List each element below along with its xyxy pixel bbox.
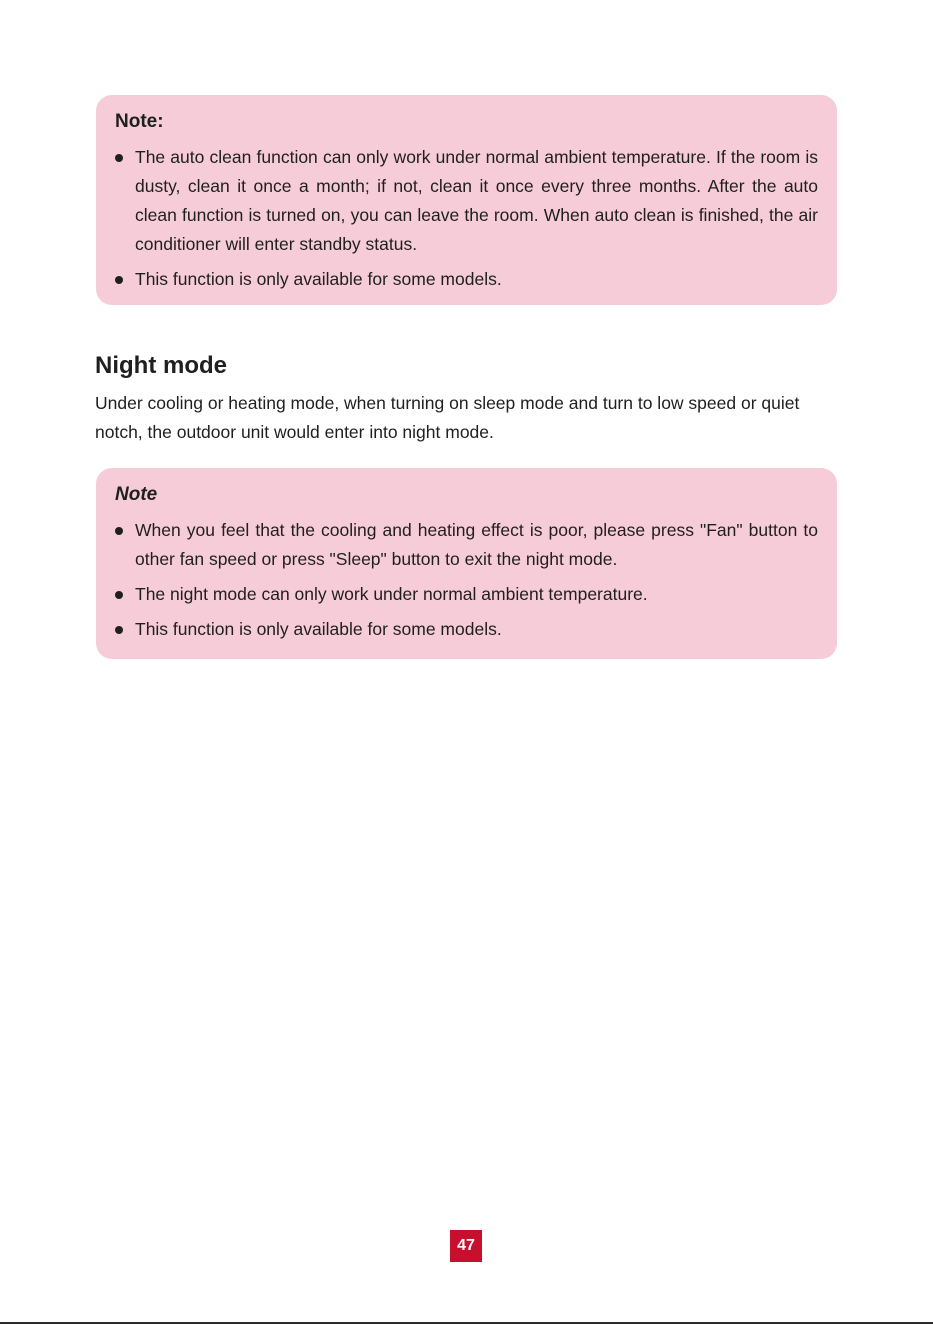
note-list [115, 143, 818, 294]
list-item-text: This function is only available for some models. [135, 269, 502, 289]
list-item-text: The auto clean function can only work under normal ambient temperature. If the room is dusty, clean it once a month; if not, clean it once every three months. After the auto clean function is turned on, you can leave the room. When auto clean is finished, the air conditioner will enter standby status. [135, 147, 818, 254]
note-list [115, 516, 818, 644]
note-box-night-mode [96, 468, 837, 659]
note-title: Note [115, 484, 158, 505]
bullet-icon [115, 276, 123, 284]
list-item [115, 516, 818, 574]
list-item [115, 143, 818, 259]
section-body: Under cooling or heating mode, when turning on sleep mode and turn to low speed or quiet notch, the outdoor unit would enter into night mode. [95, 393, 800, 442]
list-item-text: When you feel that the cooling and heating effect is poor, please press "Fan" button to other fan speed or press "Sleep" button to exit the night mode. [135, 520, 818, 569]
section-heading: Night mode [95, 352, 227, 379]
bullet-icon [115, 591, 123, 599]
bullet-icon [115, 527, 123, 535]
list-item-text: The night mode can only work under normal ambient temperature. [135, 584, 648, 604]
list-item [115, 265, 818, 294]
bullet-icon [115, 154, 123, 162]
list-item [115, 615, 818, 644]
list-item-text: This function is only available for some models. [135, 619, 502, 639]
list-item [115, 580, 818, 609]
bullet-icon [115, 626, 123, 634]
page-number: 47 [450, 1230, 482, 1262]
note-title: Note: [115, 111, 164, 132]
note-box-auto-clean [96, 95, 837, 305]
